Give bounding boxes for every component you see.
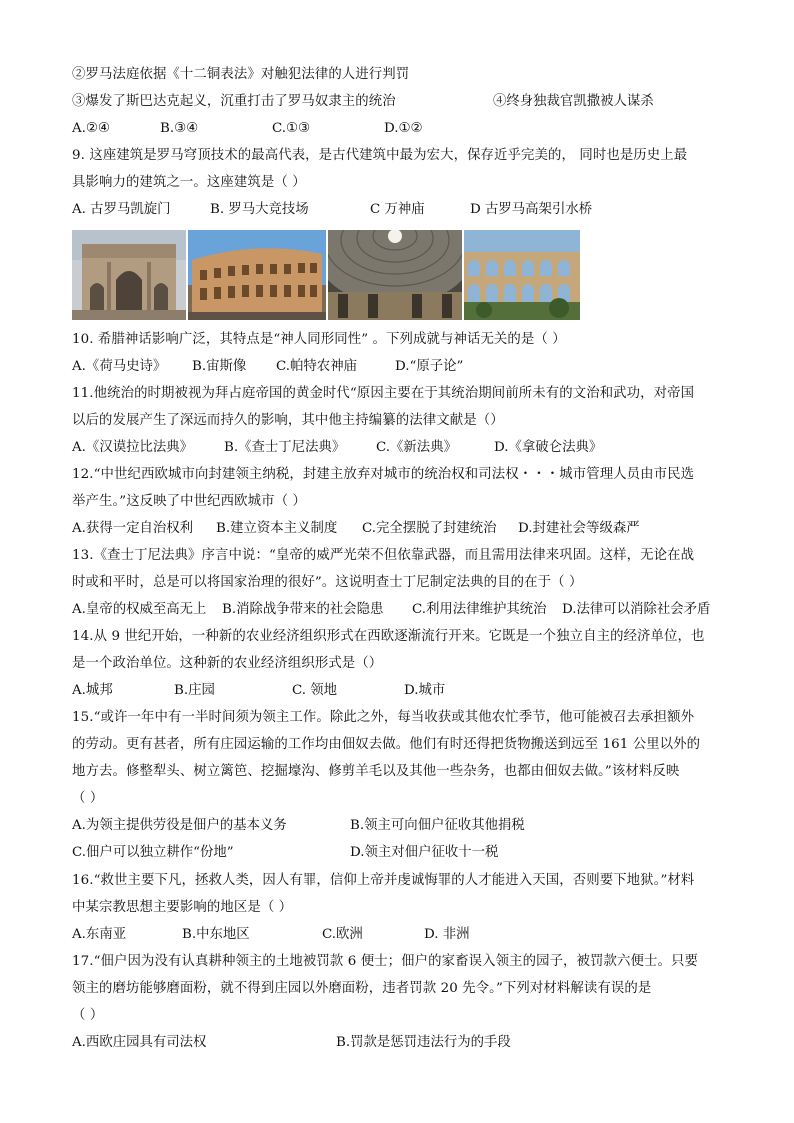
q14-option-a: A.城邦: [72, 683, 113, 698]
q9-stem-line-1: 9. 这座建筑是罗马穹顶技术的最高代表，是古代建筑中最为宏大，保存近乎完美的， 同时也是历史上最: [72, 148, 688, 163]
pantheon-image: [328, 230, 462, 320]
q10-option-b: B.宙斯像: [192, 359, 247, 374]
q9-stem-line-2: 具影响力的建筑之一。这座建筑是（ ）: [72, 175, 306, 190]
q9-option-b: B. 罗马大竞技场: [210, 202, 309, 217]
q15-option-d: D.领主对佃户征收十一税: [350, 845, 499, 860]
q11-option-a: A.《汉谟拉比法典》: [72, 440, 194, 455]
q13-option-d: D.法律可以消除社会矛盾: [562, 602, 711, 617]
q13-option-b: B.消除战争带来的社会隐患: [222, 602, 384, 617]
q11-option-d: D.《拿破仑法典》: [494, 440, 603, 455]
q11-stem-line-1: 11.他统治的时期被视为拜占庭帝国的黄金时代“原因主要在于其统治期间前所未有的文治和武功，对帝国: [72, 386, 695, 401]
q10-option-a: A.《荷马史诗》: [72, 359, 167, 374]
q17-stem-line-2: 领主的磨坊能够磨面粉，就不得到庄园以外磨面粉，违者罚款 20 先令。”下列对材料解读有误的是: [72, 981, 652, 996]
q15-answer-paren: （ ）: [72, 791, 104, 806]
q12-option-c: C.完全摆脱了封建统治: [362, 521, 497, 536]
q16-option-c: C.欧洲: [322, 927, 363, 942]
q14-option-d: D.城市: [404, 683, 446, 698]
q10-stem: 10. 希腊神话影响广泛，其特点是“神人同形同性” 。下列成就与神话无关的是（ ）: [72, 332, 566, 347]
q15-option-c: C.佃户可以独立耕作“份地”: [72, 845, 234, 860]
q15-stem-line-3: 地方去。修整犁头、树立篱笆、挖掘壕沟、修剪羊毛以及其他一些杂务，也都由佃奴去做。”该材料反映: [72, 764, 680, 779]
q15-option-b: B.领主可向佃户征收其他捐税: [350, 818, 525, 833]
q17-option-a: A.西欧庄园具有司法权: [72, 1035, 207, 1050]
q10-option-c: C.帕特农神庙: [276, 359, 357, 374]
q14-stem-line-1: 14.从 9 世纪开始，一种新的农业经济组织形式在西欧逐渐流行开来。它既是一个独立自主的经济单位，也: [72, 629, 705, 644]
q8-item-2: ②罗马法庭依据《十二铜表法》对触犯法律的人进行判罚: [72, 67, 410, 82]
q9-option-c: C 万神庙: [370, 202, 425, 217]
q16-option-a: A.东南亚: [72, 927, 127, 942]
q9-option-d: D 古罗马高架引水桥: [470, 202, 593, 217]
q9-option-a: A. 古罗马凯旋门: [72, 202, 171, 217]
q16-stem-line-2: 中某宗教思想主要影响的地区是（ ）: [72, 900, 293, 915]
q8-option-b: B.③④: [160, 121, 199, 136]
q8-item-3: ③爆发了斯巴达克起义，沉重打击了罗马奴隶主的统治: [72, 94, 396, 109]
q16-option-d: D. 非洲: [424, 927, 470, 942]
q10-option-d: D.“原子论”: [395, 359, 464, 374]
q11-option-c: C.《新法典》: [376, 440, 457, 455]
q8-option-d: D.①②: [384, 121, 423, 136]
q12-stem-line-1: 12.“中世纪西欧城市向封建领主纳税，封建主放弃对城市的统治权和司法权・・・城市管理人员由市民选: [72, 467, 695, 482]
q15-stem-line-1: 15.“或许一年中有一半时间须为领主工作。除此之外，每当收获或其他农忙季节，他可能被召去承担额外: [72, 710, 695, 725]
colosseum-image: [188, 230, 326, 320]
q16-stem-line-1: 16.“救世主要下凡，拯救人类，因人有罪，信仰上帝并虔诚悔罪的人才能进入天国，否则要下地狱。”材料: [72, 873, 695, 888]
q8-option-c: C.①③: [272, 121, 311, 136]
q16-option-b: B.中东地区: [182, 927, 250, 942]
q15-option-a: A.为领主提供劳役是佃户的基本义务: [72, 818, 287, 833]
q17-option-b: B.罚款是惩罚违法行为的手段: [336, 1035, 511, 1050]
q15-stem-line-2: 的劳动。更有甚者，所有庄园运输的工作均由佃奴去做。他们有时还得把货物搬送到远至 161 公里以外的: [72, 737, 701, 752]
q13-stem-line-2: 时或和平时，总是可以将国家治理的很好”。这说明查士丁尼制定法典的目的在于（ ）: [72, 575, 583, 590]
q14-option-c: C. 领地: [292, 683, 338, 698]
q13-option-c: C.利用法律维护其统治: [412, 602, 547, 617]
aqueduct-image: [464, 230, 580, 320]
q11-stem-line-2: 以后的发展产生了深远而持久的影响，其中他主持编纂的法律文献是（）: [72, 413, 504, 428]
q17-stem-line-1: 17.“佃户因为没有认真耕种领主的土地被罚款 6 便士；佃户的家畜误入领主的园子，被罚款六便士。只要: [72, 954, 698, 969]
q12-option-d: D.封建社会等级森严: [518, 521, 640, 536]
q17-answer-paren: （ ）: [72, 1008, 104, 1023]
q12-option-b: B.建立资本主义制度: [216, 521, 338, 536]
q11-option-b: B.《查士丁尼法典》: [224, 440, 346, 455]
triumphal-arch-image: [72, 230, 186, 320]
q12-option-a: A.获得一定自治权利: [72, 521, 194, 536]
q14-stem-line-2: 是一个政治单位。这种新的农业经济组织形式是（）: [72, 656, 383, 671]
q13-stem-line-1: 13.《查士丁尼法典》序言中说：“皇帝的威严光荣不但依靠武器，而且需用法律来巩固。这样，无论在战: [72, 548, 695, 563]
q14-option-b: B.庄园: [174, 683, 215, 698]
q8-item-4: ④终身独裁官凯撒被人谋杀: [493, 94, 654, 109]
q13-option-a: A.皇帝的权威至高无上: [72, 602, 207, 617]
q9-image-row: [72, 230, 580, 320]
q8-option-a: A.②④: [72, 121, 110, 136]
q12-stem-line-2: 举产生。”这反映了中世纪西欧城市（ ）: [72, 494, 306, 509]
